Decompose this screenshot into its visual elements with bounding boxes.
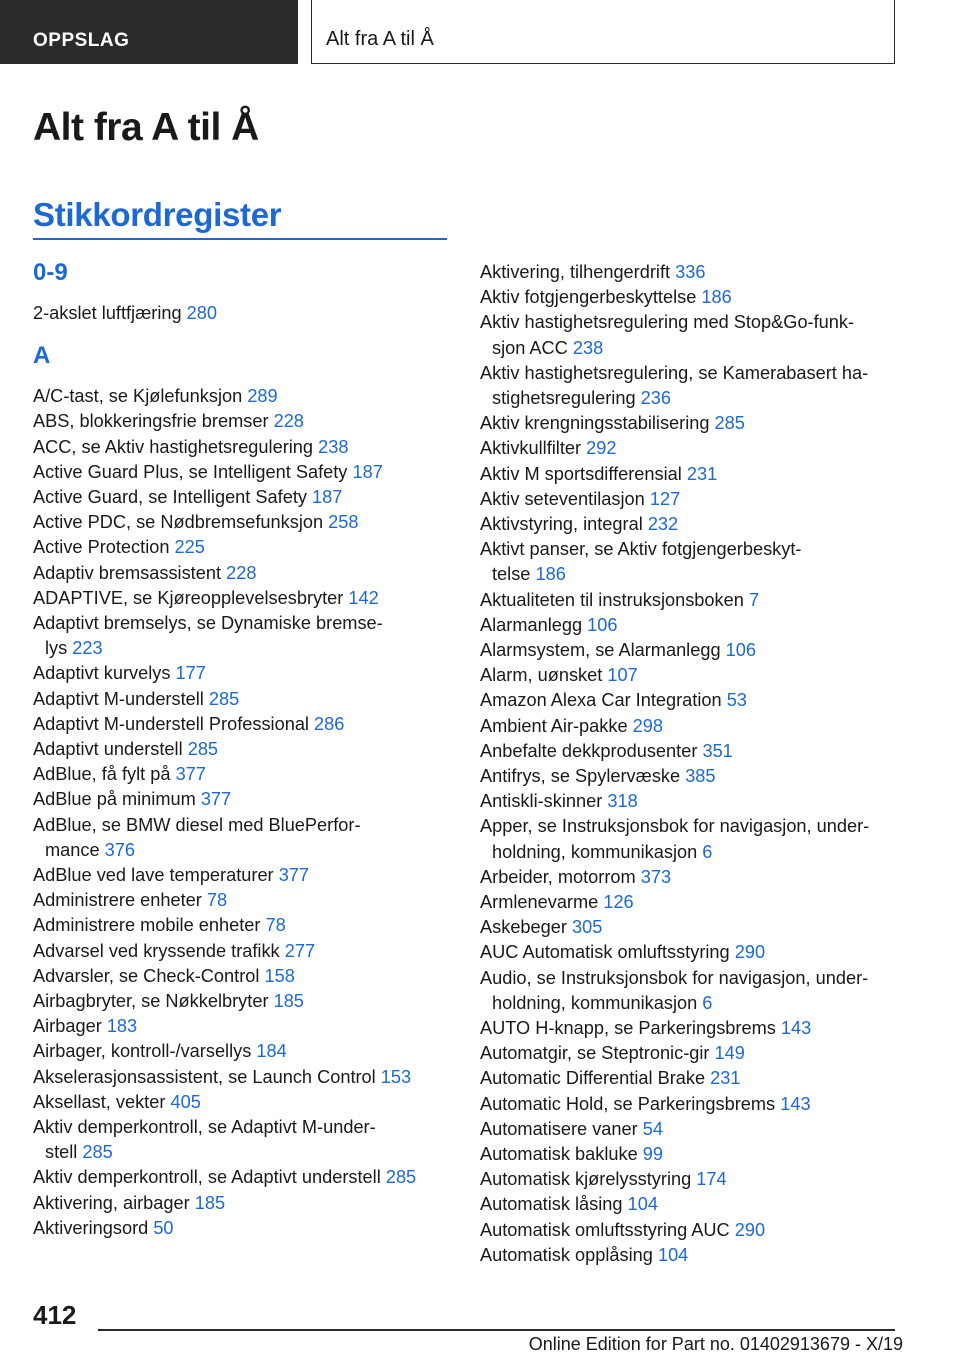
index-page-link[interactable]: 143 <box>780 1093 811 1114</box>
index-entry-text: Aktivering, airbager 185 <box>33 1192 226 1213</box>
index-entry-text: Active PDC, se Nødbremsefunksjon 258 <box>33 512 359 533</box>
index-entry <box>33 485 453 510</box>
index-entry-text: Automatisk bakluke 99 <box>480 1144 663 1164</box>
index-entry-text: Airbager, kontroll-/varsellys 184 <box>33 1041 287 1062</box>
index-page-link[interactable]: 290 <box>734 1219 766 1240</box>
index-page-link[interactable]: 78 <box>265 915 286 936</box>
index-entry <box>480 739 900 764</box>
index-page-link[interactable]: 53 <box>726 690 747 711</box>
chapter-tab <box>0 0 298 64</box>
index-entry <box>33 737 453 762</box>
index-entry-text: Aktivstyring, integral 232 <box>480 514 679 534</box>
index-page-link[interactable]: 187 <box>352 461 383 482</box>
index-page-link[interactable]: 228 <box>226 562 257 583</box>
index-entry-text: Adaptivt kurvelys 177 <box>33 663 206 684</box>
index-entry <box>480 940 900 965</box>
index-entry-text: ABS, blokkeringsfrie bremser 228 <box>33 411 304 432</box>
index-entry-text: Arbeider, motorrom 373 <box>480 866 672 887</box>
index-page-link[interactable]: 6 <box>702 841 713 862</box>
index-entry-text: Adaptivt understell 285 <box>33 739 219 759</box>
index-entry <box>33 913 453 938</box>
index-entry <box>480 1142 900 1167</box>
index-page-link[interactable]: 158 <box>264 965 295 986</box>
index-page-link[interactable]: 285 <box>208 688 240 709</box>
index-page-link[interactable]: 99 <box>642 1144 663 1164</box>
index-page-link[interactable]: 285 <box>82 1142 113 1163</box>
index-entry <box>480 260 900 285</box>
index-entry <box>33 989 453 1014</box>
index-entry <box>33 384 453 409</box>
index-entry-text: Active Guard Plus, se Intelligent Safety 187 <box>33 461 383 482</box>
page-number: 412 <box>33 1300 77 1330</box>
index-page-link[interactable]: 126 <box>603 892 634 912</box>
index-entry <box>33 409 453 434</box>
index-page-link[interactable]: 289 <box>247 386 278 407</box>
index-page-link[interactable]: 186 <box>535 564 566 585</box>
index-page-link[interactable]: 286 <box>314 713 345 734</box>
index-entry-text: telse 186 <box>492 564 566 585</box>
index-entry <box>33 813 453 863</box>
index-entry-text: Aktiv demperkontroll, se Adaptivt M-under- <box>33 1117 376 1137</box>
index-page-link[interactable]: 318 <box>607 791 638 812</box>
index-entry <box>480 285 900 310</box>
index-entry-text: Apper, se Instruksjonsbok for navigasjon, under- <box>480 816 870 837</box>
index-entry <box>33 863 453 888</box>
index-page-link[interactable]: 225 <box>174 537 205 558</box>
index-page-link[interactable]: 185 <box>194 1192 226 1213</box>
index-page-link[interactable]: 54 <box>642 1118 663 1139</box>
index-entry-text: Airbagbryter, se Nøkkelbryter 185 <box>33 991 304 1011</box>
index-entry-text: Alarm, uønsket 107 <box>480 665 638 686</box>
index-page-link[interactable]: 6 <box>702 992 713 1013</box>
index-entry-text: sjon ACC 238 <box>492 337 604 358</box>
index-entry <box>480 688 900 713</box>
index-entry <box>480 1218 900 1243</box>
index-page-link[interactable]: 292 <box>586 438 617 459</box>
index-entry-text: Askebeger 305 <box>480 917 603 938</box>
index-entry-text: Armlenevarme 126 <box>480 892 634 912</box>
index-entry <box>480 865 900 890</box>
index-entry <box>33 687 453 712</box>
index-entry-text: AUTO H-knapp, se Parkeringsbrems 143 <box>480 1018 812 1038</box>
index-page-link[interactable]: 405 <box>170 1091 201 1112</box>
index-entry-text: ACC, se Aktiv hastighetsregulering 238 <box>33 436 349 457</box>
index-entry-text: stighetsregulering 236 <box>492 388 671 408</box>
index-entry <box>33 535 453 560</box>
index-entry-text: holdning, kommunikasjon 6 <box>492 841 713 862</box>
index-page-link[interactable]: 104 <box>657 1244 689 1265</box>
index-page-link[interactable]: 377 <box>278 865 310 885</box>
index-page-link[interactable]: 153 <box>380 1066 412 1087</box>
index-entry <box>480 966 900 1016</box>
index-page-link[interactable]: 280 <box>186 303 218 323</box>
index-entry <box>480 714 900 739</box>
index-entry-text: Amazon Alexa Car Integration 53 <box>480 690 747 711</box>
index-entry-text: Administrere mobile enheter 78 <box>33 915 286 936</box>
index-entry <box>480 436 900 461</box>
index-page-link[interactable]: 376 <box>104 839 136 860</box>
index-letter-heading: A <box>33 342 51 370</box>
index-entry-text: AdBlue, se BMW diesel med BluePerfor- <box>33 814 361 835</box>
index-entry <box>33 301 453 326</box>
index-entry <box>480 638 900 663</box>
index-page-link[interactable]: 305 <box>572 917 603 938</box>
index-entry <box>33 1165 453 1190</box>
index-page-link[interactable]: 231 <box>710 1068 741 1089</box>
index-entry <box>33 1039 453 1064</box>
index-page-link[interactable]: 149 <box>714 1043 745 1064</box>
index-entry-text: Active Guard, se Intelligent Safety 187 <box>33 487 343 507</box>
index-entry-text: Automatic Hold, se Parkeringsbrems 143 <box>480 1093 811 1114</box>
index-entry-text: Automatisk låsing 104 <box>480 1194 658 1215</box>
chapter-header-title: Alt fra A til Å <box>326 28 434 50</box>
index-page-link[interactable]: 238 <box>318 436 349 457</box>
index-entry-text: Audio, se Instruksjonsbok for navigasjon, under- <box>480 967 869 988</box>
index-entry <box>33 561 453 586</box>
index-page-link[interactable]: 186 <box>701 287 732 308</box>
index-page-link[interactable]: 104 <box>627 1194 658 1215</box>
index-page-link[interactable]: 277 <box>284 940 316 961</box>
index-entry-text: Adaptivt M-understell Professional 286 <box>33 713 345 734</box>
index-entry <box>480 537 900 587</box>
index-entry-text: holdning, kommunikasjon 6 <box>492 992 713 1013</box>
index-page-link[interactable]: 232 <box>647 514 679 534</box>
index-entry-text: Aktiv M sportsdifferensial 231 <box>480 463 718 484</box>
index-entry-text: Aktiv krengningsstabilisering 285 <box>480 413 745 434</box>
index-entry-text: Automatisk kjørelysstyring 174 <box>480 1169 727 1190</box>
index-entry <box>480 1167 900 1192</box>
index-entry-text: Automatgir, se Steptronic-gir 149 <box>480 1043 745 1064</box>
index-entry <box>480 814 900 864</box>
index-page-link[interactable]: 298 <box>632 715 664 736</box>
index-entry <box>480 1192 900 1217</box>
index-entry <box>480 487 900 512</box>
index-entry-text: Aktualiteten til instruksjonsboken 7 <box>480 589 760 610</box>
index-page-link[interactable]: 127 <box>649 488 681 509</box>
index-entry-text: Aktiv hastighetsregulering, se Kamerabasert ha- <box>480 362 869 383</box>
index-page-link[interactable]: 78 <box>206 890 228 911</box>
index-entry-text: Aksellast, vekter 405 <box>33 1091 201 1112</box>
index-entry-text: Advarsler, se Check-Control 158 <box>33 965 295 986</box>
index-entry <box>480 1016 900 1041</box>
footer-edition: Online Edition for Part no. 01402913679 - X/19 <box>528 1334 903 1354</box>
index-page-link[interactable]: 290 <box>734 942 766 963</box>
index-entry <box>480 588 900 613</box>
index-page-link[interactable]: 258 <box>328 512 359 533</box>
index-entry-text: Airbager 183 <box>33 1016 138 1037</box>
index-entry <box>480 310 900 360</box>
index-entry <box>480 1092 900 1117</box>
index-page-link[interactable]: 351 <box>702 740 733 761</box>
index-page-link[interactable]: 285 <box>385 1167 417 1188</box>
index-page-link[interactable]: 184 <box>256 1041 287 1062</box>
index-entry-text: 2-akslet luftfjæring 280 <box>33 303 218 323</box>
index-page-link[interactable]: 373 <box>640 866 672 887</box>
index-entry-text: A/C-tast, se Kjølefunksjon 289 <box>33 386 278 407</box>
index-page-link[interactable]: 377 <box>200 789 232 810</box>
index-entry <box>480 915 900 940</box>
index-entry-text: Aktiv demperkontroll, se Adaptivt understell 285 <box>33 1167 417 1188</box>
index-entry <box>33 964 453 989</box>
index-page-link[interactable]: 187 <box>312 487 343 507</box>
index-entry-text: Automatisk omluftsstyring AUC 290 <box>480 1219 766 1240</box>
index-entry-text: Automatic Differential Brake 231 <box>480 1068 741 1089</box>
index-entry <box>33 1115 453 1165</box>
index-entry <box>480 1041 900 1066</box>
index-entry-text: Aktivering, tilhengerdrift 336 <box>480 262 706 282</box>
index-page-link[interactable]: 185 <box>273 991 304 1011</box>
index-entry <box>33 510 453 535</box>
index-entry-text: Aktiv hastighetsregulering med Stop&Go-funk- <box>480 312 855 333</box>
index-entry <box>480 1066 900 1091</box>
index-entry-text: Adaptiv bremsassistent 228 <box>33 562 257 583</box>
index-entry-text: Aktivt panser, se Aktiv fotgjengerbeskyt- <box>480 539 802 560</box>
index-entry-text: Active Protection 225 <box>33 537 205 558</box>
index-entry <box>33 435 453 460</box>
index-page-link[interactable]: 106 <box>587 614 618 635</box>
index-entry <box>33 611 453 661</box>
index-entry-text: Antifrys, se Spylervæske 385 <box>480 766 716 786</box>
index-entry-text: ADAPTIVE, se Kjøreopplevelsesbryter 142 <box>33 587 379 608</box>
index-entry-text: Aktiv seteventilasjon 127 <box>480 488 681 509</box>
section-divider <box>33 238 447 240</box>
chapter-header <box>311 0 895 64</box>
index-page-link[interactable]: 143 <box>780 1018 812 1038</box>
index-entry-text: Ambient Air-pakke 298 <box>480 715 664 736</box>
index-entry <box>480 1117 900 1142</box>
index-entry-text: Akselerasjonsassistent, se Launch Control 153 <box>33 1066 412 1087</box>
index-page-link[interactable]: 385 <box>685 766 716 786</box>
index-page-link[interactable]: 238 <box>572 337 604 358</box>
index-entry-text: Aktiv fotgjengerbeskyttelse 186 <box>480 287 732 308</box>
index-page-link[interactable]: 285 <box>187 739 219 759</box>
index-page-link[interactable]: 142 <box>348 587 379 608</box>
index-entry <box>33 939 453 964</box>
index-entry-text: Automatisere vaner 54 <box>480 1118 663 1139</box>
index-entry <box>33 1191 453 1216</box>
index-entry <box>33 1065 453 1090</box>
index-entry-text: AdBlue på minimum 377 <box>33 789 232 810</box>
index-entry-text: Advarsel ved kryssende trafikk 277 <box>33 940 316 961</box>
index-entry <box>33 888 453 913</box>
index-page-link[interactable]: 236 <box>640 388 671 408</box>
index-page-link[interactable]: 285 <box>714 413 745 434</box>
index-entry <box>480 1243 900 1268</box>
index-page-link[interactable]: 107 <box>607 665 638 686</box>
index-entry <box>480 512 900 537</box>
index-entry <box>33 586 453 611</box>
index-entry <box>33 1216 453 1241</box>
index-entry-text: Anbefalte dekkprodusenter 351 <box>480 740 733 761</box>
index-page-link[interactable]: 377 <box>175 764 206 785</box>
index-entry <box>33 1014 453 1039</box>
index-page-link[interactable]: 223 <box>72 638 103 659</box>
index-entry <box>33 460 453 485</box>
index-entry-text: stell 285 <box>45 1142 113 1163</box>
index-entry-text: Alarmsystem, se Alarmanlegg 106 <box>480 640 756 660</box>
index-entry-text: AUC Automatisk omluftsstyring 290 <box>480 942 766 963</box>
index-entry <box>33 712 453 737</box>
chapter-tab-label: OPPSLAG <box>33 30 130 51</box>
index-entry <box>33 787 453 812</box>
index-entry-text: AdBlue ved lave temperaturer 377 <box>33 865 310 885</box>
page-title: Alt fra A til Å <box>33 106 259 149</box>
index-entry-text: lys 223 <box>45 638 103 659</box>
index-page-link[interactable]: 174 <box>696 1169 727 1190</box>
index-entry <box>480 789 900 814</box>
index-entry-text: Aktivkullfilter 292 <box>480 438 617 459</box>
index-entry-text: Aktiveringsord 50 <box>33 1217 174 1238</box>
index-entry <box>33 661 453 686</box>
index-page-link[interactable]: 7 <box>748 589 760 610</box>
index-entry <box>480 613 900 638</box>
index-entry <box>33 762 453 787</box>
index-entry <box>480 663 900 688</box>
index-page-link[interactable]: 50 <box>153 1217 174 1238</box>
index-entry-text: mance 376 <box>45 839 136 860</box>
footer-divider <box>98 1329 895 1331</box>
index-entry <box>480 361 900 411</box>
index-page-link[interactable]: 231 <box>686 463 718 484</box>
index-entry-text: Adaptivt M-understell 285 <box>33 688 240 709</box>
index-page-link[interactable]: 228 <box>273 411 304 432</box>
index-entry-text: AdBlue, få fylt på 377 <box>33 764 206 785</box>
index-page-link[interactable]: 177 <box>175 663 206 684</box>
index-entry <box>33 1090 453 1115</box>
index-entry <box>480 764 900 789</box>
index-entry-text: Administrere enheter 78 <box>33 890 228 911</box>
index-entry-text: Adaptivt bremselys, se Dynamiske bremse- <box>33 613 383 633</box>
section-title: Stikkordregister <box>33 196 282 233</box>
index-entry <box>480 411 900 436</box>
index-page-link[interactable]: 183 <box>106 1016 138 1037</box>
index-entry <box>480 462 900 487</box>
index-letter-heading: 0-9 <box>33 259 68 286</box>
index-page-link[interactable]: 336 <box>675 262 706 282</box>
index-entry-text: Antiskli-skinner 318 <box>480 791 638 812</box>
index-page-link[interactable]: 106 <box>725 640 756 660</box>
index-entry <box>480 890 900 915</box>
index-entry-text: Automatisk opplåsing 104 <box>480 1244 689 1265</box>
index-entry-text: Alarmanlegg 106 <box>480 614 618 635</box>
